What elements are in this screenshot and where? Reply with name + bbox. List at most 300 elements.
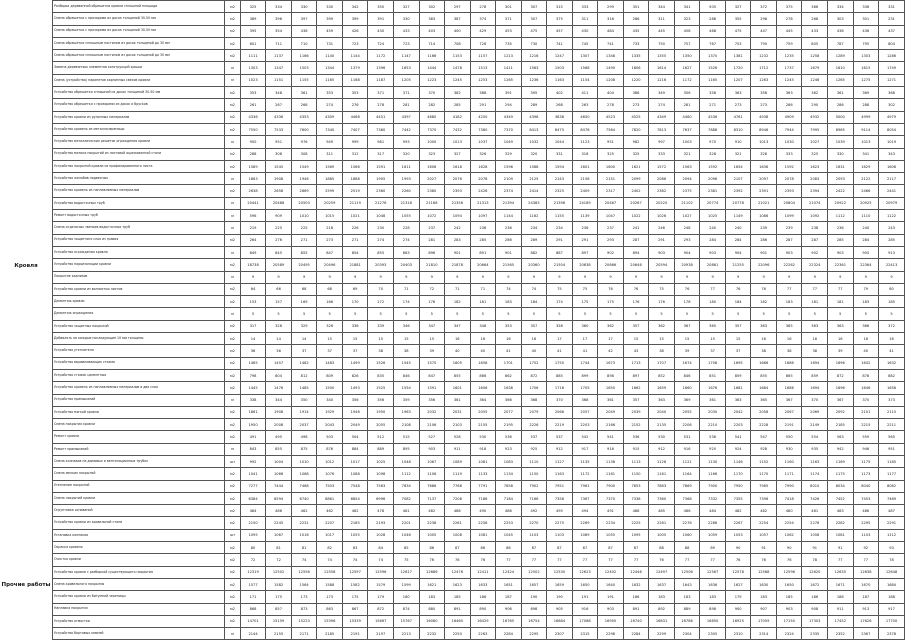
row-value: 723 — [393, 37, 419, 49]
row-value: 899 — [572, 369, 598, 381]
table-row — [53, 419, 905, 431]
row-value: 7469 — [879, 492, 905, 504]
row-value: 2197 — [368, 628, 394, 640]
row-value: 92 — [853, 542, 879, 554]
row-value: 1146 — [725, 455, 751, 467]
row-value: 395 — [240, 25, 266, 37]
row-value: 1045 — [496, 529, 522, 541]
row-value: 17700 — [879, 615, 905, 627]
row-value: 186 — [470, 591, 496, 603]
row-value: 83 — [342, 542, 368, 554]
row-value: 7452 — [828, 492, 854, 504]
row-value: 15 — [649, 333, 675, 345]
row-value: 326 — [266, 320, 292, 332]
row-value: 481 — [802, 505, 828, 517]
row-value: 565 — [879, 431, 905, 443]
row-value: 363 — [751, 320, 777, 332]
row-value: 2282 — [828, 517, 854, 529]
row-unit: м2 — [225, 406, 241, 418]
row-value: 2195 — [496, 419, 522, 431]
row-value: 2245 — [266, 517, 292, 529]
row-value: 2106 — [419, 419, 445, 431]
row-value: 910 — [725, 136, 751, 148]
row-value: 2206 — [674, 419, 700, 431]
row-value: 1205 — [393, 74, 419, 86]
row-value: 1134 — [496, 468, 522, 480]
row-description: Устройство кровли из рулонных материалов — [53, 111, 225, 123]
row-unit: м2 — [225, 160, 241, 172]
row-value: 530 — [649, 431, 675, 443]
row-description: Устройство металлических решеток ограждения кровли — [53, 136, 225, 148]
row-value: 402 — [547, 87, 573, 99]
row-value: 1144 — [342, 50, 368, 62]
row-value: 1618 — [445, 160, 471, 172]
row-description: Устройство пароизоляции кровли — [53, 259, 225, 271]
row-value: 176 — [649, 296, 675, 308]
row-value: 21565 — [496, 259, 522, 271]
row-value: 7396 — [751, 492, 777, 504]
row-value: 12502 — [266, 566, 292, 578]
row-value: 1147 — [393, 50, 419, 62]
row-value: 757 — [674, 37, 700, 49]
row-value: 7186 — [470, 492, 496, 504]
row-value: 2055 — [674, 406, 700, 418]
row-value: 5 — [470, 308, 496, 320]
row-value: 903 — [598, 603, 624, 615]
row-value: 1245 — [445, 74, 471, 86]
row-value: 20589 — [266, 259, 292, 271]
row-value: 851 — [700, 369, 726, 381]
row-value: 1694 — [802, 382, 828, 394]
row-value: 1166 — [419, 50, 445, 62]
row-value: 735 — [496, 37, 522, 49]
row-value: 86 — [419, 542, 445, 554]
row-value: 767 — [700, 37, 726, 49]
row-value: 1946 — [291, 173, 317, 185]
row-value: 1140 — [317, 50, 343, 62]
row-value: 7813 — [649, 123, 675, 135]
row-value: 8034 — [828, 480, 854, 492]
row-value: 494 — [572, 505, 598, 517]
row-value: 2008 — [266, 419, 292, 431]
row-value: 22096 — [751, 259, 777, 271]
row-unit: м2 — [225, 148, 241, 160]
row-value: 294 — [496, 99, 522, 111]
row-value: 2185 — [828, 419, 854, 431]
row-value: 1175 — [828, 468, 854, 480]
row-value: 286 — [751, 234, 777, 246]
table-row — [53, 554, 905, 566]
row-value: 1605 — [445, 357, 471, 369]
row-value: 1246 — [802, 74, 828, 86]
row-value: 903 — [776, 246, 802, 258]
row-unit: м2 — [225, 615, 241, 627]
row-value: 484 — [598, 25, 624, 37]
row-value: 875 — [291, 443, 317, 455]
row-value: 1081 — [470, 455, 496, 467]
row-value: 16080 — [419, 615, 445, 627]
row-unit: шт — [225, 529, 241, 541]
row-value: 367 — [776, 394, 802, 406]
table-row — [53, 591, 905, 603]
row-value: 5 — [879, 308, 905, 320]
row-value: 1171 — [776, 468, 802, 480]
row-unit: м — [225, 271, 241, 283]
row-value: 2307 — [547, 628, 573, 640]
row-value: 907 — [751, 603, 777, 615]
row-unit: м2 — [225, 333, 241, 345]
row-value: 16950 — [598, 615, 624, 627]
row-value: 903 — [776, 603, 802, 615]
row-value: 36 — [240, 345, 266, 357]
row-value: 350 — [291, 394, 317, 406]
row-value: 77 — [572, 554, 598, 566]
row-value: 21102 — [674, 197, 700, 209]
row-value: 563 — [828, 431, 854, 443]
row-description: Устройство кровель из наплавляемых материалов — [53, 185, 225, 197]
row-value: 264 — [240, 234, 266, 246]
row-value: 81 — [266, 542, 292, 554]
row-value: 15 — [342, 333, 368, 345]
row-value: 2144 — [240, 628, 266, 640]
row-value: 1025 — [368, 455, 394, 467]
row-value: 1110 — [853, 210, 879, 222]
row-value: 178 — [674, 296, 700, 308]
row-value: 1545 — [266, 160, 292, 172]
row-value: 1003 — [674, 136, 700, 148]
row-value: 1157 — [470, 50, 496, 62]
row-value: 1122 — [879, 210, 905, 222]
row-value: 241 — [623, 222, 649, 234]
row-value: 286 — [496, 234, 522, 246]
row-value: 2093 — [828, 173, 854, 185]
row-value: 2166 — [598, 419, 624, 431]
row-value: 1113 — [623, 455, 649, 467]
row-description: Демонтаж ограждения — [53, 308, 225, 320]
row-description: Устройство отмостки — [53, 615, 225, 627]
row-value: 1720 — [725, 62, 751, 74]
row-value: 891 — [470, 246, 496, 258]
row-value: 1503 — [291, 62, 317, 74]
table-row — [53, 246, 905, 258]
row-value: 78 — [802, 554, 828, 566]
row-value: 347 — [445, 320, 471, 332]
row-value: 1600 — [598, 160, 624, 172]
table-row — [53, 283, 905, 295]
row-value: 436 — [291, 25, 317, 37]
row-value: 72 — [419, 283, 445, 295]
row-value: 21119 — [342, 197, 368, 209]
row-value: 1566 — [342, 160, 368, 172]
row-value: 1633 — [470, 578, 496, 590]
row-value: 1048 — [393, 455, 419, 467]
row-value: 12497 — [649, 566, 675, 578]
row-value: 39 — [828, 345, 854, 357]
row-value: 182 — [445, 296, 471, 308]
row-value: 16 — [521, 333, 547, 345]
row-value: 321 — [725, 148, 751, 160]
row-value: 482 — [725, 505, 751, 517]
row-value: 276 — [342, 99, 368, 111]
table-row — [53, 99, 905, 111]
row-value: 916 — [572, 603, 598, 615]
row-value: 21810 — [419, 259, 445, 271]
row-value: 273 — [317, 234, 343, 246]
row-value: 895 — [393, 443, 419, 455]
row-value: 12476 — [445, 566, 471, 578]
row-value: 5 — [521, 308, 547, 320]
row-value: 371 — [368, 87, 394, 99]
row-value: 6384 — [240, 492, 266, 504]
row-value: 240 — [725, 222, 751, 234]
row-value: 2315 — [572, 628, 598, 640]
table-row — [53, 222, 905, 234]
row-value: 468 — [700, 25, 726, 37]
row-value: 353 — [342, 87, 368, 99]
row-value: 447 — [751, 25, 777, 37]
row-value: 1637 — [649, 578, 675, 590]
row-value: 330 — [393, 13, 419, 25]
table-row — [53, 173, 905, 185]
row-value: 274 — [649, 99, 675, 111]
row-value: 911 — [445, 443, 471, 455]
row-value: 1445 — [240, 382, 266, 394]
row-value: 1258 — [802, 50, 828, 62]
row-value: 17626 — [853, 615, 879, 627]
row-value: 2374 — [496, 185, 522, 197]
row-value: 404 — [598, 87, 624, 99]
row-value: 40 — [521, 345, 547, 357]
row-value: 1150 — [521, 468, 547, 480]
row-value: 4336 — [240, 111, 266, 123]
row-value: 2380 — [419, 185, 445, 197]
row-value: 1154 — [572, 74, 598, 86]
row-value: 297 — [445, 1, 471, 13]
row-value: 917 — [879, 603, 905, 615]
row-value: 854 — [342, 246, 368, 258]
row-value: 475 — [725, 25, 751, 37]
row-value: 2210 — [700, 419, 726, 431]
row-value: 9 — [598, 271, 624, 283]
row-value: 495 — [266, 431, 292, 443]
row-value: 7418 — [776, 492, 802, 504]
row-unit: м2 — [225, 283, 241, 295]
table-row — [53, 1, 905, 13]
row-value: 2211 — [879, 419, 905, 431]
row-value: 1563 — [521, 62, 547, 74]
row-value: 1160 — [776, 455, 802, 467]
row-value: 7184 — [496, 492, 522, 504]
row-value: 371 — [496, 13, 522, 25]
row-value: 369 — [853, 87, 879, 99]
row-value: 1570 — [419, 357, 445, 369]
row-value: 492 — [521, 505, 547, 517]
row-unit: м2 — [225, 87, 241, 99]
row-value: 1216 — [649, 74, 675, 86]
row-value: 1526 — [700, 62, 726, 74]
row-value: 527 — [419, 431, 445, 443]
row-value: 358 — [751, 87, 777, 99]
row-value: 1265 — [828, 74, 854, 86]
row-value: 486 — [853, 505, 879, 517]
row-value: 4460 — [674, 111, 700, 123]
row-value: 1097 — [470, 210, 496, 222]
row-value: 363 — [725, 394, 751, 406]
row-value: 21276 — [368, 197, 394, 209]
row-value: 1165 — [700, 74, 726, 86]
row-value: 176 — [419, 296, 445, 308]
row-value: 1696 — [828, 357, 854, 369]
row-value: 9 — [291, 271, 317, 283]
row-value: 2213 — [393, 628, 419, 640]
row-value: 1596 — [496, 160, 522, 172]
row-value: 17059 — [751, 615, 777, 627]
row-description: Смена обрешетки с прозорами из досок толщиной 30-50 мм — [53, 25, 225, 37]
row-unit: м2 — [225, 357, 241, 369]
row-value: 843 — [240, 443, 266, 455]
row-value: 368 — [572, 394, 598, 406]
row-value: 1017 — [317, 529, 343, 541]
row-value: 1588 — [521, 160, 547, 172]
row-unit: м2 — [225, 542, 241, 554]
row-value: 20393 — [368, 259, 394, 271]
row-value: 1950 — [240, 419, 266, 431]
row-value: 1055 — [393, 210, 419, 222]
row-value: 1483 — [317, 357, 343, 369]
row-value: 363 — [649, 394, 675, 406]
row-value: 366 — [496, 394, 522, 406]
row-value: 400 — [445, 25, 471, 37]
row-value: 20468 — [266, 197, 292, 209]
row-value: 1348 — [598, 50, 624, 62]
row-value: 91 — [802, 542, 828, 554]
row-value: 906 — [496, 603, 522, 615]
row-value: 90 — [776, 542, 802, 554]
row-value: 1606 — [419, 160, 445, 172]
row-description: Устройство защитного слоя из гравия — [53, 234, 225, 246]
row-value: 16754 — [521, 615, 547, 627]
row-value: 882 — [521, 246, 547, 258]
row-value: 1151 — [266, 74, 292, 86]
row-value: 1350 — [674, 50, 700, 62]
row-value: 1582 — [342, 578, 368, 590]
row-value: 863 — [317, 603, 343, 615]
row-value: 330 — [317, 1, 343, 13]
row-value: 1737 — [776, 62, 802, 74]
row-value: 397 — [291, 13, 317, 25]
row-value: 949 — [317, 136, 343, 148]
row-value: 2638 — [240, 185, 266, 197]
row-value: 42 — [598, 345, 624, 357]
row-value: 20638 — [572, 259, 598, 271]
row-value: 228 — [393, 222, 419, 234]
table-row — [53, 160, 905, 172]
row-value: 357 — [623, 394, 649, 406]
row-value: 976 — [291, 136, 317, 148]
row-value: 7358 — [547, 492, 573, 504]
row-value: 920 — [700, 443, 726, 455]
row-value: 1592 — [776, 160, 802, 172]
row-value: 1213 — [496, 50, 522, 62]
row-value: 157 — [266, 296, 292, 308]
row-value: 16 — [470, 333, 496, 345]
row-value: 1646 — [853, 382, 879, 394]
row-value: 1016 — [291, 529, 317, 541]
row-value: 41 — [572, 345, 598, 357]
row-value: 286 — [700, 13, 726, 25]
row-value: 16884 — [547, 615, 573, 627]
row-value: 1614 — [649, 62, 675, 74]
row-value: 289 — [521, 99, 547, 111]
row-value: 175 — [598, 296, 624, 308]
row-value: 5 — [368, 308, 394, 320]
table-row — [53, 455, 905, 467]
row-value: 859 — [725, 369, 751, 381]
row-value: 69 — [342, 283, 368, 295]
row-value: 2352 — [828, 628, 854, 640]
row-value: 8010 — [802, 480, 828, 492]
row-value: 2232 — [419, 628, 445, 640]
row-value: 7858 — [496, 480, 522, 492]
row-value: 9 — [496, 271, 522, 283]
row-value: 1656 — [879, 382, 905, 394]
row-value: 76 — [445, 554, 471, 566]
row-value: 433 — [393, 25, 419, 37]
row-value: 37 — [342, 345, 368, 357]
row-value: 20938 — [674, 259, 700, 271]
row-value: 1127 — [547, 455, 573, 467]
row-value: 1067 — [266, 529, 292, 541]
row-value: 1060 — [674, 529, 700, 541]
row-value: 2049 — [342, 419, 368, 431]
row-value: 1670 — [853, 578, 879, 590]
row-value: 261 — [240, 99, 266, 111]
row-value: 1094 — [445, 210, 471, 222]
row-value: 389 — [240, 13, 266, 25]
row-value: 1662 — [623, 382, 649, 394]
row-value: 429 — [470, 25, 496, 37]
row-value: 1554 — [393, 382, 419, 394]
row-value: 916 — [598, 443, 624, 455]
row-value: 226 — [342, 222, 368, 234]
row-value: 805 — [802, 37, 828, 49]
row-description: Огрунтовка оснований — [53, 505, 225, 517]
row-value: 5 — [547, 308, 573, 320]
row-value: 7442 — [393, 123, 419, 135]
row-value: 865 — [776, 369, 802, 381]
row-value: 1163 — [802, 455, 828, 467]
row-value: 1236 — [521, 74, 547, 86]
row-value: 375 — [776, 1, 802, 13]
row-value: 21255 — [725, 259, 751, 271]
row-value: 321 — [674, 148, 700, 160]
row-value: 39 — [674, 345, 700, 357]
row-value: 1686 — [776, 357, 802, 369]
row-value: 293 — [674, 234, 700, 246]
row-value: 238 — [802, 222, 828, 234]
row-value: 1396 — [368, 62, 394, 74]
row-value: 2314 — [751, 628, 777, 640]
row-description: Устройство обрешетки с прозорами из досок и брусков — [53, 99, 225, 111]
row-value: 87 — [623, 542, 649, 554]
row-value: 9114 — [853, 123, 879, 135]
row-value: 1066 — [266, 468, 292, 480]
row-value: 1563 — [674, 160, 700, 172]
row-value: 9 — [342, 271, 368, 283]
row-description: Добавлять на каждые последующие 10 мм толщины — [53, 333, 225, 345]
row-value: 4398 — [521, 111, 547, 123]
row-value: 1465 — [240, 357, 266, 369]
